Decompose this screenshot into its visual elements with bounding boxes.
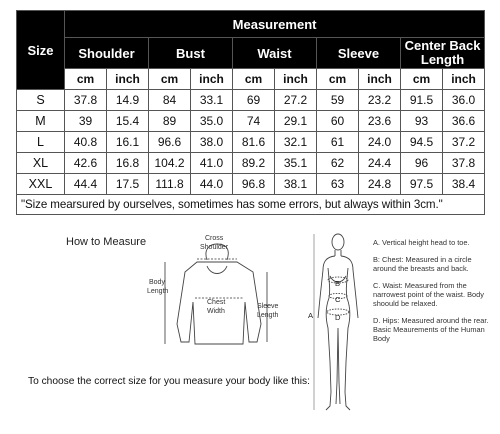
- table-row: [17, 153, 485, 174]
- table-cell: 44.0: [191, 174, 233, 195]
- head-outline: [332, 234, 344, 250]
- body-label: Body: [149, 279, 165, 286]
- table-cell: 36.0: [443, 90, 485, 111]
- size-cell: XXL: [17, 174, 65, 195]
- unit-inch: inch: [107, 69, 149, 90]
- table-cell: 27.2: [275, 90, 317, 111]
- table-cell: 111.8: [149, 174, 191, 195]
- measurement-note: "Size mearsured by ourselves, sometimes has some errors, but always within 3cm.": [17, 195, 485, 215]
- size-cell: M: [17, 111, 65, 132]
- table-cell: 17.5: [107, 174, 149, 195]
- table-cell: 94.5: [401, 132, 443, 153]
- table-cell: 44.4: [65, 174, 107, 195]
- measurement-notes: [373, 238, 495, 351]
- shoulder-header: Shoulder: [65, 38, 149, 69]
- table-cell: 89: [149, 111, 191, 132]
- table-cell: 24.0: [359, 132, 401, 153]
- bust-header: Bust: [149, 38, 233, 69]
- cross-label: Cross: [205, 235, 224, 242]
- table-cell: 74: [233, 111, 275, 132]
- table-cell: 40.8: [65, 132, 107, 153]
- table-cell: 14.9: [107, 90, 149, 111]
- body-measure-diagram: [306, 232, 370, 428]
- table-cell: 38.4: [443, 174, 485, 195]
- unit-inch: inch: [275, 69, 317, 90]
- table-cell: 35.0: [191, 111, 233, 132]
- table-cell: 41.0: [191, 153, 233, 174]
- letter-b: B: [335, 279, 341, 288]
- table-cell: 24.8: [359, 174, 401, 195]
- table-cell: 16.1: [107, 132, 149, 153]
- table-cell: 23.2: [359, 90, 401, 111]
- table-cell: 23.6: [359, 111, 401, 132]
- table-cell: 29.1: [275, 111, 317, 132]
- table-cell: 93: [401, 111, 443, 132]
- note-b: B: Chest: Measured in a circle around the breasts and back.: [373, 255, 472, 273]
- letter-c: C: [335, 295, 341, 304]
- unit-inch: inch: [359, 69, 401, 90]
- unit-inch: inch: [191, 69, 233, 90]
- table-cell: 42.6: [65, 153, 107, 174]
- table-cell: 81.6: [233, 132, 275, 153]
- table-cell: 96.8: [233, 174, 275, 195]
- how-to-measure-title: How to Measure: [66, 236, 147, 248]
- center-back-length-header: Center Back Length: [401, 38, 485, 69]
- note-a: A. Vertical height head to toe.: [373, 238, 470, 247]
- table-cell: 97.5: [401, 174, 443, 195]
- choose-size-text: To choose the correct size for you measure your body like this:: [28, 376, 310, 387]
- table-cell: 60: [317, 111, 359, 132]
- size-header: Size: [17, 11, 65, 90]
- size-chart-table: [16, 10, 485, 215]
- unit-inch: inch: [443, 69, 485, 90]
- table-cell: 33.1: [191, 90, 233, 111]
- table-cell: 84: [149, 90, 191, 111]
- table-cell: 24.4: [359, 153, 401, 174]
- table-cell: 59: [317, 90, 359, 111]
- inner-legs-outline: [336, 328, 340, 404]
- table-row: [17, 132, 485, 153]
- unit-cm: cm: [149, 69, 191, 90]
- garment-measure-diagram: [145, 232, 285, 362]
- neck-outline: [335, 250, 341, 256]
- unit-cm: cm: [65, 69, 107, 90]
- table-cell: 63: [317, 174, 359, 195]
- sleeve-label: Sleeve: [257, 303, 279, 310]
- neckline: [207, 266, 227, 274]
- unit-cm: cm: [233, 69, 275, 90]
- sleeve-header: Sleeve: [317, 38, 401, 69]
- letter-d: D: [335, 313, 341, 322]
- unit-cm: cm: [317, 69, 359, 90]
- table-cell: 15.4: [107, 111, 149, 132]
- table-row: [17, 90, 485, 111]
- table-cell: 104.2: [149, 153, 191, 174]
- note-c: C. Waist: Measured from the narrowest point of the waist. Body shoould be relaxed.: [373, 281, 484, 308]
- table-cell: 32.1: [275, 132, 317, 153]
- table-cell: 96.6: [149, 132, 191, 153]
- table-cell: 61: [317, 132, 359, 153]
- table-cell: 38.0: [191, 132, 233, 153]
- table-cell: 89.2: [233, 153, 275, 174]
- size-cell: L: [17, 132, 65, 153]
- size-cell: XL: [17, 153, 65, 174]
- sleeve-length-label: Length: [257, 312, 279, 319]
- note-d: D. Hips: Measured around the rear. Basic Meaurements of the Human Body: [373, 316, 489, 343]
- table-row: [17, 174, 485, 195]
- shoulder-label: Shoulder: [200, 244, 229, 251]
- table-cell: 69: [233, 90, 275, 111]
- letter-a: A: [308, 311, 314, 320]
- chest-label: Chest: [207, 299, 226, 306]
- table-cell: 35.1: [275, 153, 317, 174]
- table-cell: 36.6: [443, 111, 485, 132]
- size-cell: S: [17, 90, 65, 111]
- table-cell: 37.8: [443, 153, 485, 174]
- unit-cm: cm: [401, 69, 443, 90]
- waist-header: Waist: [233, 38, 317, 69]
- table-cell: 38.1: [275, 174, 317, 195]
- width-label: Width: [207, 308, 225, 315]
- table-cell: 39: [65, 111, 107, 132]
- table-cell: 37.8: [65, 90, 107, 111]
- table-cell: 96: [401, 153, 443, 174]
- measurement-header: Measurement: [65, 11, 485, 38]
- table-cell: 62: [317, 153, 359, 174]
- table-cell: 16.8: [107, 153, 149, 174]
- body-length-label: Length: [147, 288, 169, 295]
- table-row: [17, 111, 485, 132]
- table-cell: 37.2: [443, 132, 485, 153]
- table-cell: 91.5: [401, 90, 443, 111]
